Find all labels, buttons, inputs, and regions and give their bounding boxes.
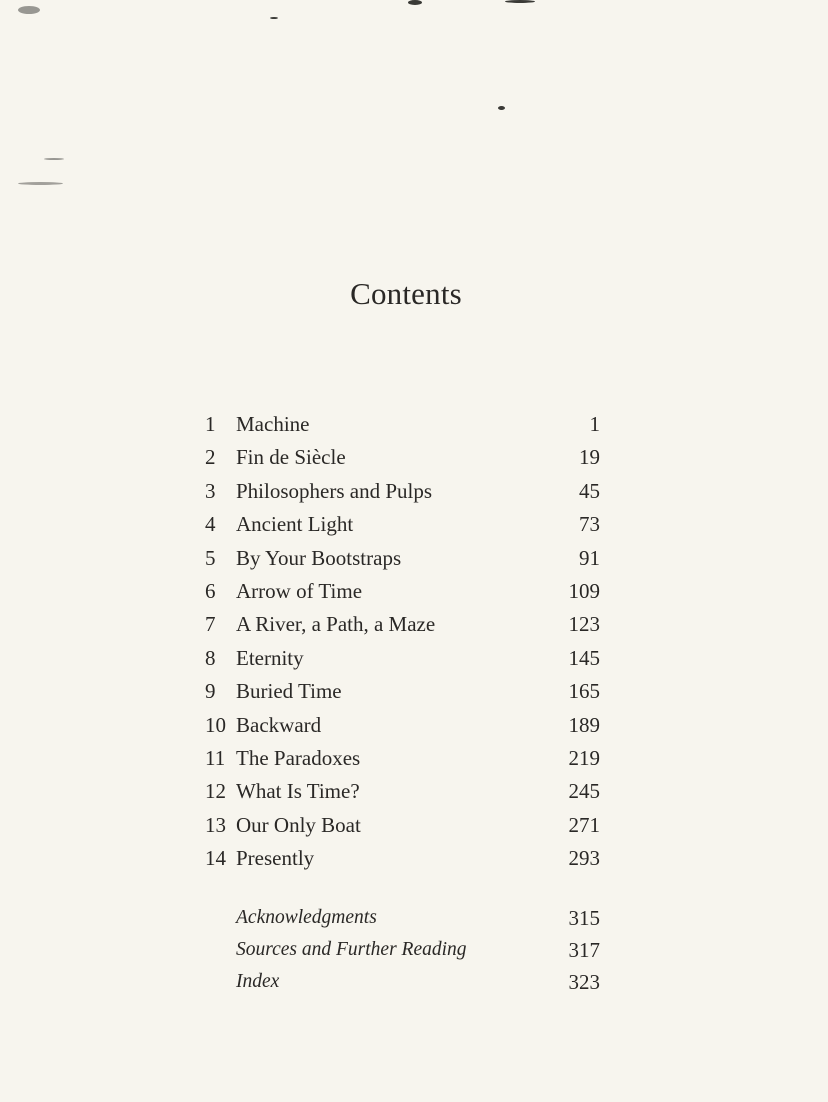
chapter-title: Ancient Light [236,512,354,537]
page-title: Contents [350,276,462,311]
chapter-list [205,408,600,875]
chapter-entry [205,475,600,508]
chapter-number: 7 [205,612,216,637]
chapter-entry [205,709,600,742]
chapter-number: 5 [205,545,216,570]
chapter-number: 3 [205,478,216,503]
chapter-number: 14 [205,846,226,871]
chapter-title: By Your Bootstraps [236,545,402,570]
page-number: 293 [568,846,600,871]
chapter-number: 12 [205,779,226,804]
chapter-entry [205,642,600,675]
chapter-title: Our Only Boat [236,812,361,837]
page-number: 165 [568,679,600,704]
chapter-number: 1 [205,412,216,436]
back-matter-list [205,902,600,998]
page-number: 1 [589,412,600,436]
chapter-entry [205,441,600,474]
chapter-number: 13 [205,812,226,837]
section-title: Acknowledgments [236,907,377,928]
back-matter-entry [205,966,600,998]
page-number: 271 [568,812,600,837]
speck [408,0,422,5]
chapter-number: 4 [205,512,216,537]
page-number: 145 [568,645,600,670]
page-number: 317 [568,938,600,962]
speck [505,0,535,3]
page-number: 73 [579,512,600,537]
speck [270,17,278,19]
section-title: Index [236,971,280,992]
section-title: Sources and Further Reading [236,939,467,960]
chapter-number: 8 [205,645,216,670]
chapter-title: Buried Time [236,679,342,704]
speck [498,106,505,110]
page-number: 323 [568,970,600,994]
chapter-number: 2 [205,445,216,470]
chapter-entry [205,775,600,808]
chapter-title: Fin de Siècle [236,445,346,470]
chapter-entry [205,542,600,575]
speck [44,158,64,160]
page-number: 123 [568,612,600,637]
chapter-title: What Is Time? [236,779,360,804]
chapter-entry [205,842,600,875]
page-number: 91 [579,545,600,570]
chapter-title: The Paradoxes [236,745,361,770]
speck [18,182,63,185]
back-matter-entry [205,902,600,934]
chapter-entry [205,675,600,708]
chapter-number: 6 [205,578,216,603]
chapter-entry [205,408,600,441]
speck [18,6,40,14]
chapter-number: 9 [205,679,216,704]
page-number: 45 [579,478,600,503]
page-number: 315 [568,906,600,930]
chapter-title: Presently [236,846,315,871]
chapter-title: Arrow of Time [236,578,363,603]
page-number: 245 [568,779,600,804]
chapter-title: Eternity [236,645,304,670]
chapter-title: Philosophers and Pulps [236,478,433,503]
chapter-entry [205,575,600,608]
chapter-title: A River, a Path, a Maze [236,612,436,637]
chapter-entry [205,742,600,775]
page-number: 109 [568,578,600,603]
page-number: 189 [568,712,600,737]
chapter-number: 10 [205,712,226,737]
chapter-entry [205,809,600,842]
chapter-title: Backward [236,712,322,737]
page-number: 219 [568,745,600,770]
chapter-title: Machine [236,412,310,436]
back-matter-entry [205,934,600,966]
page-number: 19 [579,445,600,470]
chapter-entry [205,508,600,541]
chapter-number: 11 [205,745,226,770]
chapter-entry [205,608,600,641]
